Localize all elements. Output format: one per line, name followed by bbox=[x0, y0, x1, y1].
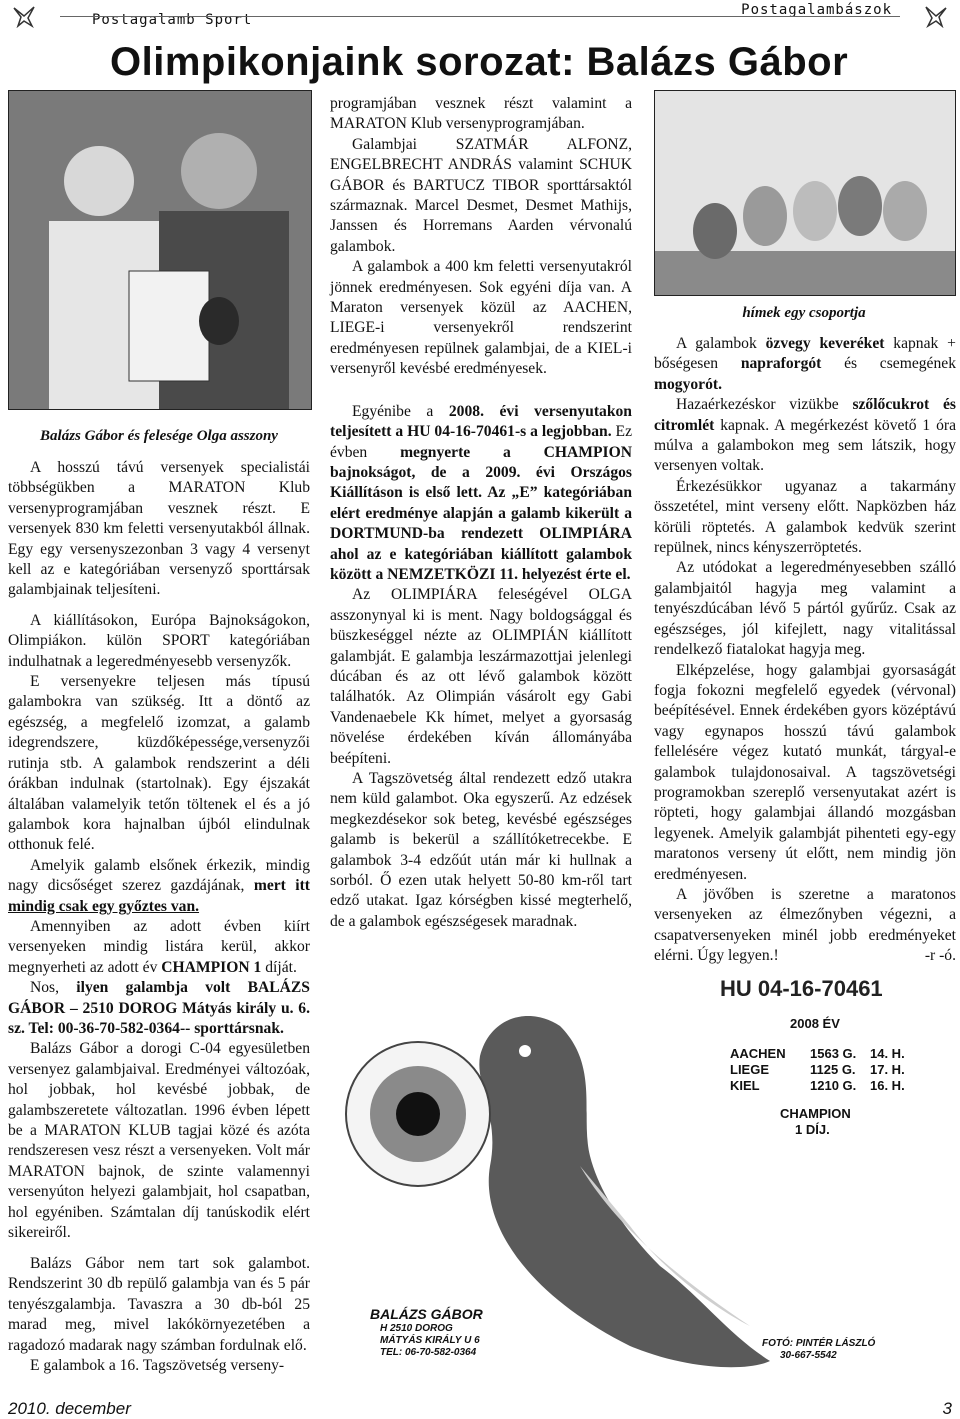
results-row bbox=[730, 1078, 905, 1094]
emphasis: CHAMPION 1 bbox=[161, 958, 262, 976]
photographer: FOTÓ: PINTÉR LÁSZLÓ bbox=[762, 1338, 876, 1349]
couple-photo-caption: Balázs Gábor és felesége Olga asszony bbox=[40, 428, 278, 444]
text: Hazaérkezéskor vizükbe bbox=[676, 396, 839, 414]
paragraph: E galambok a 16. Tagszövetség verseny- bbox=[30, 1357, 285, 1375]
pedigree-card bbox=[330, 966, 956, 1386]
birds: 1210 G. bbox=[810, 1078, 857, 1093]
paragraph: Az OLIMPIÁRA feleségével OLGA asszonynyal ki is ment. Nagy boldogsággal és büszkeséggel nézte az OLIMPIÁN kiállított galambját. E galambja leszármazottjai jelenlegi dúcában és az ott lévő galambok között találhatók. Az Olimpián vásárolt egy Gabi Vandenaebele Kk hímet, melyet a gyorsaság növelése érdekében kíván állományába beépíteni. bbox=[330, 586, 632, 767]
paragraph: Balázs Gábor a dorogi C-04 egyesületben versenyez galambjaival. Eredményei változóak, hol jobbak, hol kevésbé jobbak, de galambszeretete változatlan. 1996 évben lépett be a MARATON KLUB tagjai közé és azóta rendszeresen vesz részt a versenyeken. Volt már MARATON bajnok, de szinte valamennyi versenyúton helyezi galambjait, hol csapatban, hol egyéniben. Számtalan díj tanúskodik elért sikereiről. bbox=[8, 1040, 310, 1242]
phone: TEL: 06-70-582-0364 bbox=[380, 1347, 477, 1358]
paragraph: Elképzelése, hogy galambjai gyorsaságát fogja fokozni megfelelő egyedek (vérvonal) beépítésével. Ennek érdekében gyors középtávú vagy egynapos hosszú távú galambok fellelésére végez kutató munkát, tárgyal-e galambok tulajdonosaival. A tagszövetségi programokban szereplő versenyutakat azért is röpteti, hogy galambjai állandó mozgásban legyenek. Amelyik galambját pihenteti egy-egy maratonos verseny út előtt, nem mindig jön eredményesen. bbox=[654, 661, 956, 883]
paragraph bbox=[8, 917, 310, 978]
emphasis: mogyorót. bbox=[654, 375, 722, 393]
pigeons-photo-caption: hímek egy csoportja bbox=[742, 305, 866, 321]
paragraph: A kiállításokon, Európa Bajnokságokon, Olimpiákon. külön SPORT kategóriában indulhatnak a legeredményesebb versenyzők. bbox=[8, 611, 310, 670]
champion-award: 1 DÍJ. bbox=[795, 1122, 830, 1137]
text: Egyénibe a bbox=[352, 402, 434, 420]
paragraph bbox=[8, 978, 310, 1039]
emphasis: megnyerte a CHAMPION bajnokságot, de a 2009. évi Országos Kiállításon is első lett. Az „E” kategóriában elért eredménye alapján a galamb kikerült a DORTMUND-ba rendezett OLIMPIÁRA ahol az e kategóriában kiállított galambok között a NEMZETKÖZI 11. helyezést érte el. bbox=[330, 443, 632, 583]
owner-address bbox=[380, 1323, 480, 1359]
text: Ez évben bbox=[330, 423, 632, 461]
emphasis: 2008. évi versenyutakon teljesített a HU 04-16-70461-s a legjobban. bbox=[330, 402, 632, 441]
text: Nos, bbox=[30, 979, 60, 997]
header-right: Postagalambászok bbox=[741, 2, 892, 18]
page-number: 3 bbox=[942, 1399, 952, 1418]
birds: 1563 G. bbox=[810, 1046, 857, 1061]
photographer-phone: 30-667-5542 bbox=[780, 1350, 837, 1361]
race: KIEL bbox=[730, 1078, 760, 1093]
text: A galambok bbox=[676, 335, 757, 352]
header-rule bbox=[60, 16, 900, 17]
paragraph: A galambok a 400 km feletti versenyutakról jönnek eredményesen. Sok egyéni díja van. A Maraton versenyek közül az AACHEN, LIEGE-i versenyekről rendszerint eredményesen repülnek galambjai, de a KIEL-i versenyről kevésbé eredményesek. bbox=[330, 258, 632, 378]
footer-date: 2010. december bbox=[8, 1399, 131, 1418]
photo-credit bbox=[762, 1338, 875, 1362]
ring-number: HU 04-16-70461 bbox=[720, 976, 883, 1001]
emphasis: napraforgót bbox=[740, 355, 822, 373]
results-row bbox=[730, 1046, 905, 1062]
results-row bbox=[730, 1062, 905, 1078]
paragraph: A Tagszövetség által rendezett edző utakra nem küld galambot. Oka egyszerű. Az edzések megkezdésekor sok beteg, kevésbé egészséges galamb is bekerül a szállítóketrecekbe. E galambok 3-4 edzőút után már ki hullnak a sorból. Ő ezen utak helyett 50-80 km-ről tart edző utakat. Igaz kórségben kissé megterhelő, de a galambok egészségesek maradnak. bbox=[330, 770, 632, 930]
paragraph bbox=[330, 402, 632, 586]
results-table bbox=[730, 1046, 905, 1094]
column-1-bottom bbox=[8, 1254, 310, 1376]
page-title: Olimpikonjaink sorozat: Balázs Gábor bbox=[110, 40, 849, 84]
place: 16. H. bbox=[870, 1078, 905, 1093]
emphasis: mert itt bbox=[253, 877, 310, 895]
owner-contact: ilyen galambja volt BALÁZS GÁBOR – 2510 DOROG Mátyás király u. 6. sz. Tel: 00-36-70-582-0364-- sporttársnak. bbox=[8, 979, 310, 1037]
paragraph bbox=[654, 334, 956, 395]
column-1 bbox=[8, 458, 310, 1243]
header-left: Postagalamb Sport bbox=[92, 12, 253, 28]
paragraph: A hosszú távú versenyek specialistái többségükben a MARATON Klub versenyprogramjában vesznek részt. E versenyek 830 km feletti versenyutakból állnak. Egy egy versenyszezonban 3 vagy 4 versenyt kell az e kategóriában versenyző sporttársak galambjainak teljesíteni. bbox=[8, 459, 310, 599]
emphasis: özvegy keveréket bbox=[765, 335, 885, 352]
emphasis-underline: mindig csak egy győztes van. bbox=[8, 897, 200, 915]
paragraph: Érkezésükkor ugyanaz a takarmány összetétel, mint verseny előtt. Napközben ház körüli röptetés. A galambok kedvük szerint repülnek, nincs kényszerröptetés. bbox=[654, 477, 956, 557]
address-line: H 2510 DOROG bbox=[380, 1323, 453, 1334]
birds: 1125 G. bbox=[810, 1062, 856, 1077]
place: 14. H. bbox=[870, 1046, 905, 1061]
card-year: 2008 ÉV bbox=[790, 1016, 840, 1031]
race: LIEGE bbox=[730, 1062, 770, 1077]
paragraph: E versenyekre teljesen más típusú galambokra van szükség. Itt a döntő az egészség, a megfelelő izomzat, a galamb idegrendszere, küzdőképessége,versenyzői rutinja stb. A galambok rendszerint a déli órákban indulnak (startolnak). Egy éjszakát általában valamelyik tetőn töltenek el és a jó galambok kora hajnalban újból elindulnak otthonuk felé. bbox=[8, 673, 310, 854]
paragraph: programjában vesznek részt valamint a MARATON Klub versenyprogramjában. bbox=[330, 95, 632, 133]
race: AACHEN bbox=[730, 1046, 786, 1061]
column-2 bbox=[330, 94, 632, 932]
paragraph bbox=[8, 856, 310, 917]
paragraph: Balázs Gábor nem tart sok galambot. Rendszerint 30 db repülő galambja van és 5 pár tenyészgalambja. Tavaszra a 30 db-ból 25 marad meg, mivel lakókörnyezetében a ragadozó madarak nagy számban fordulnak elő. bbox=[8, 1255, 310, 1354]
paragraph: Galambjai SZATMÁR ALFONZ, ENGELBRECHT ANDRÁS valamint SCHUK GÁBOR és BARTUCZ TIBOR sporttársaktól származnak. Marcel Desmet, Desmet Mathijs, Janssen és Horremans Aarden vérvonalú galambok. bbox=[330, 135, 632, 255]
address-line: MÁTYÁS KIRÁLY U 6 bbox=[380, 1335, 480, 1346]
pigeons-photo bbox=[654, 90, 956, 296]
place: 17. H. bbox=[870, 1062, 905, 1077]
text: és csemegének bbox=[844, 355, 956, 373]
author-signature: -r -ó. bbox=[924, 947, 956, 965]
paragraph bbox=[654, 885, 956, 967]
champion-title: CHAMPION bbox=[780, 1106, 851, 1121]
text: kapnak. A megérkezést követő 1 óra múlva a galambokon meg sem látszik, hogy versenyen voltak. bbox=[654, 416, 956, 475]
text: díját. bbox=[265, 958, 297, 976]
paragraph bbox=[654, 395, 956, 477]
emphasis: szőlőcukrot és citromlét bbox=[654, 396, 956, 434]
text: Amennyiben az adott évben kiírt versenyeken mindig listára kerül, akkor megnyerheti az adott év bbox=[8, 917, 310, 976]
text: kapnak + bőségesen bbox=[654, 335, 956, 373]
couple-photo bbox=[8, 90, 312, 410]
header-bird-icon-left bbox=[12, 4, 38, 28]
header-bird-icon-right bbox=[922, 4, 948, 28]
text: A jövőben is szeretne a maratonos versenyeken az élmezőnyben végezni, a csapatversenyeken minél jobb eredményeket elérni. Úgy legyen.! bbox=[654, 885, 956, 965]
column-3 bbox=[654, 334, 956, 967]
paragraph: Az utódokat a legeredményesebben szálló galambjaitól hagyja meg valamint a tenyészdúcában lévő 5 pártól gyűrűz. Csak az egészséges, jól kifejlett, nagy vitalitással rendelkező fiatalokat hagyja meg. bbox=[654, 559, 956, 659]
text: Amelyik galamb elsőnek érkezik, mindig nagy dicsőséget szerez gazdájának, bbox=[8, 856, 310, 895]
owner-name: BALÁZS GÁBOR bbox=[370, 1306, 483, 1322]
